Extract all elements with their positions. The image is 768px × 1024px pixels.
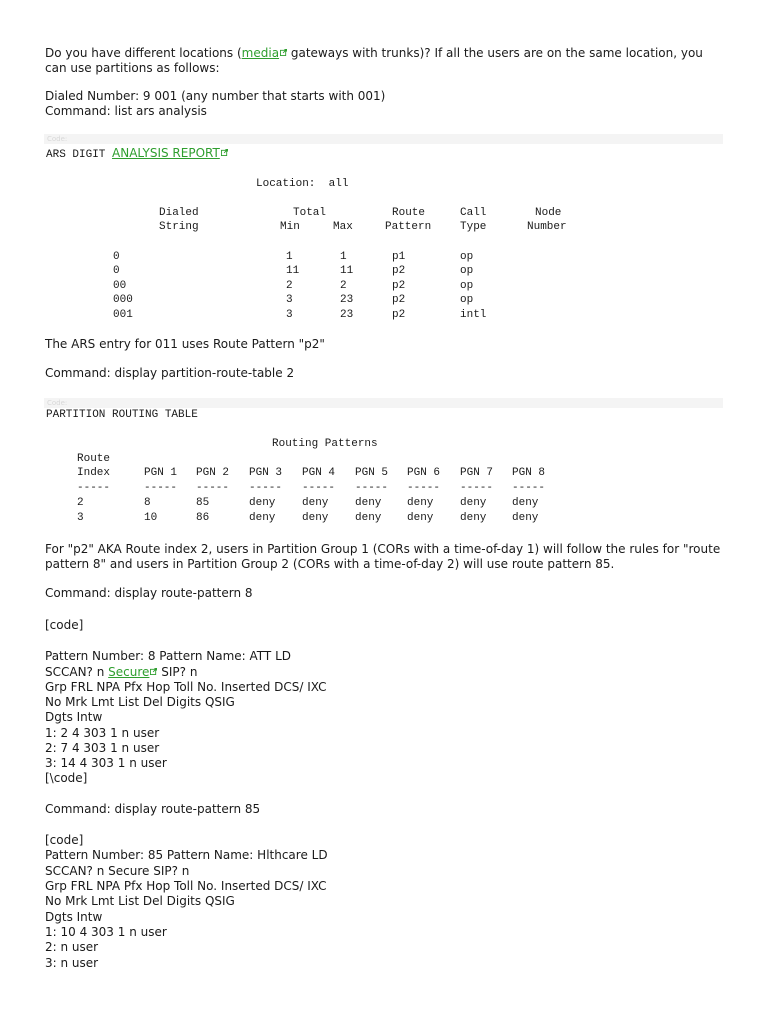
rp8-line: 3: 14 4 303 1 n user	[45, 756, 167, 770]
cell-min: 11	[286, 265, 300, 277]
cell-type: op	[460, 251, 474, 263]
separator: -----	[355, 482, 389, 494]
cell-index: 3	[77, 512, 84, 524]
cell-pgn: deny	[407, 512, 434, 524]
cell-pgn: 10	[144, 512, 158, 524]
separator: -----	[460, 482, 494, 494]
header-dialed: Dialed	[159, 207, 199, 219]
rp85-line: SCCAN? n Secure SIP? n	[45, 864, 190, 878]
cell-index: 2	[77, 497, 84, 509]
cell-min: 3	[286, 309, 293, 321]
cell-type: intl	[460, 309, 487, 321]
dialed-number-text: Dialed Number: 9 001 (any number that starts with 001)	[45, 89, 386, 103]
code-close-tag: [\code]	[45, 771, 88, 785]
header-pgn: PGN 7	[460, 467, 494, 479]
rp8-line: Grp FRL NPA Pfx Hop Toll No. Inserted DCS/ IXC	[45, 680, 327, 694]
cell-min: 2	[286, 280, 293, 292]
cell-max: 2	[340, 280, 347, 292]
cell-max: 1	[340, 251, 347, 263]
header-route: Route	[77, 453, 111, 465]
rp8-line: 2: 7 4 303 1 n user	[45, 741, 160, 755]
header-max: Max	[333, 221, 353, 233]
header-call: Call	[460, 207, 487, 219]
ars-location: Location: all	[256, 178, 349, 190]
partition-title: PARTITION ROUTING TABLE	[46, 409, 198, 421]
explanation-line-1: For "p2" AKA Route index 2, users in Partition Group 1 (CORs with a time-of-day 1) will follow the rules for "route	[45, 542, 721, 556]
header-min: Min	[280, 221, 300, 233]
cell-pgn: 85	[196, 497, 210, 509]
cell-pattern: p2	[392, 265, 406, 277]
cell-pgn: deny	[512, 497, 539, 509]
separator: -----	[512, 482, 546, 494]
ars-title-prefix: ARS DIGIT	[46, 149, 113, 161]
separator: -----	[144, 482, 178, 494]
header-pgn: PGN 4	[302, 467, 336, 479]
cell-min: 1	[286, 251, 293, 263]
cell-dialed: 001	[113, 309, 133, 321]
code-label: Code:	[47, 135, 68, 143]
cell-pgn: 86	[196, 512, 210, 524]
intro-line-2: can use partitions as follows:	[45, 61, 220, 75]
cell-dialed: 000	[113, 294, 133, 306]
explanation-line-2: pattern 8" and users in Partition Group 2 (CORs with a time-of-day 2) will use route pattern 85.	[45, 557, 615, 571]
rp8-line: Pattern Number: 8 Pattern Name: ATT LD	[45, 649, 291, 663]
header-pgn: PGN 5	[355, 467, 389, 479]
rp8-line: No Mrk Lmt List Del Digits QSIG	[45, 695, 235, 709]
header-total: Total	[293, 207, 327, 219]
rp8-line	[45, 665, 197, 680]
cell-pgn: deny	[355, 512, 382, 524]
cell-dialed: 00	[113, 280, 127, 292]
analysis-report-link[interactable]: ANALYSIS REPORT	[112, 146, 220, 160]
header-number: Number	[527, 221, 567, 233]
rp85-line: 1: 10 4 303 1 n user	[45, 925, 167, 939]
cell-pgn: deny	[512, 512, 539, 524]
cell-max: 11	[340, 265, 354, 277]
rp85-line: No Mrk Lmt List Del Digits QSIG	[45, 894, 235, 908]
intro-line-1	[45, 46, 703, 61]
rp8-text: SIP? n	[157, 665, 198, 679]
command-text: Command: display route-pattern 8	[45, 586, 253, 600]
rp8-line: Dgts Intw	[45, 710, 103, 724]
header-pgn: PGN 6	[407, 467, 441, 479]
cell-pattern: p1	[392, 251, 406, 263]
cell-type: op	[460, 294, 474, 306]
header-pgn: PGN 2	[196, 467, 230, 479]
code-open-tag: [code]	[45, 833, 84, 847]
header-pgn: PGN 3	[249, 467, 283, 479]
header-index: Index	[77, 467, 111, 479]
header-node: Node	[535, 207, 562, 219]
code-open-tag: [code]	[45, 618, 84, 632]
header-type: Type	[460, 221, 487, 233]
separator: -----	[249, 482, 283, 494]
cell-pgn: deny	[355, 497, 382, 509]
cell-type: op	[460, 265, 474, 277]
command-text: Command: display route-pattern 85	[45, 802, 261, 816]
cell-min: 3	[286, 294, 293, 306]
rp8-text: SCCAN? n	[45, 665, 109, 679]
external-link-icon	[280, 49, 287, 56]
cell-pattern: p2	[392, 309, 406, 321]
intro-text: Do you have different locations (	[45, 46, 242, 60]
ars-note: The ARS entry for 011 uses Route Pattern "p2"	[45, 337, 325, 351]
rp8-line: 1: 2 4 303 1 n user	[45, 726, 160, 740]
cell-pgn: deny	[249, 512, 276, 524]
command-text: Command: display partition-route-table 2	[45, 366, 295, 380]
cell-pgn: deny	[460, 497, 487, 509]
cell-pgn: deny	[460, 512, 487, 524]
cell-max: 23	[340, 309, 354, 321]
rp85-line: Grp FRL NPA Pfx Hop Toll No. Inserted DCS/ IXC	[45, 879, 327, 893]
header-pgn: PGN 8	[512, 467, 546, 479]
code-block-header	[44, 134, 723, 144]
cell-pgn: 8	[144, 497, 151, 509]
cell-type: op	[460, 280, 474, 292]
intro-text: gateways with trunks)? If all the users are on the same location, you	[287, 46, 703, 60]
separator: -----	[407, 482, 441, 494]
code-block-header	[44, 398, 723, 408]
rp85-line: 3: n user	[45, 956, 99, 970]
rp85-line: Dgts Intw	[45, 910, 103, 924]
cell-pattern: p2	[392, 280, 406, 292]
media-link[interactable]: media	[241, 46, 280, 60]
routing-patterns-label: Routing Patterns	[272, 438, 378, 450]
ars-report-title	[46, 146, 228, 163]
cell-pgn: deny	[302, 512, 329, 524]
cell-pgn: deny	[249, 497, 276, 509]
command-text: Command: list ars analysis	[45, 104, 207, 118]
header-pgn: PGN 1	[144, 467, 178, 479]
cell-pattern: p2	[392, 294, 406, 306]
rp85-line: Pattern Number: 85 Pattern Name: Hlthcare LD	[45, 848, 328, 862]
header-route: Route	[392, 207, 426, 219]
cell-dialed: 0	[113, 265, 120, 277]
header-pattern: Pattern	[385, 221, 432, 233]
secure-link[interactable]: Secure	[108, 665, 150, 679]
header-string: String	[159, 221, 199, 233]
cell-pgn: deny	[302, 497, 329, 509]
cell-max: 23	[340, 294, 354, 306]
code-label: Code:	[47, 399, 68, 407]
cell-pgn: deny	[407, 497, 434, 509]
cell-dialed: 0	[113, 251, 120, 263]
external-link-icon	[221, 149, 228, 156]
rp85-line: 2: n user	[45, 940, 99, 954]
separator: -----	[77, 482, 111, 494]
separator: -----	[196, 482, 230, 494]
separator: -----	[302, 482, 336, 494]
